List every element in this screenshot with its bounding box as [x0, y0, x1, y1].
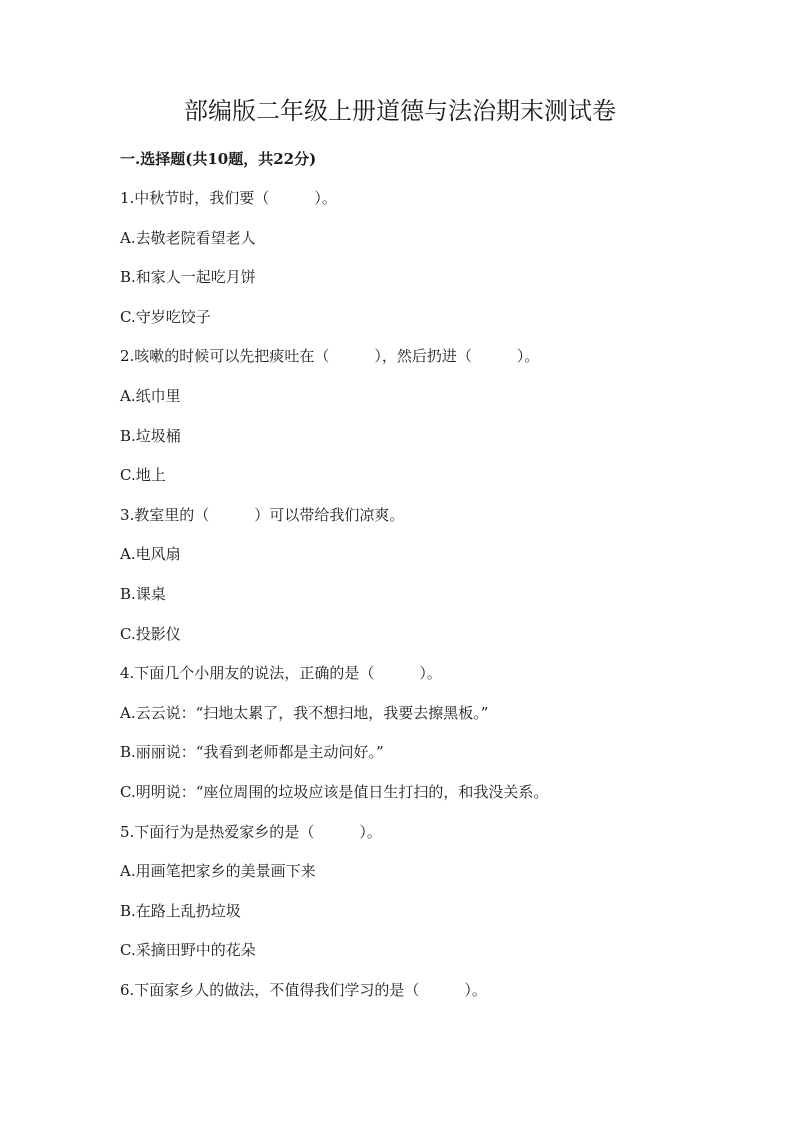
question-4-stem: 4.下面几个小朋友的说法，正确的是（ ）。	[120, 664, 442, 683]
question-2-stem: 2.咳嗽的时候可以先把痰吐在（ ），然后扔进（ ）。	[120, 347, 540, 366]
question-3-stem: 3.教室里的（ ）可以带给我们凉爽。	[120, 505, 405, 524]
question-4-option-c: C.明明说：“座位周围的垃圾应该是值日生打扫的，和我没关系。	[120, 783, 549, 801]
question-4-option-b: B.丽丽说：“我看到老师都是主动问好。”	[120, 743, 384, 762]
question-5-stem: 5.下面行为是热爱家乡的是（ ）。	[120, 822, 382, 841]
question-5-option-b: B.在路上乱扔垃圾	[120, 901, 241, 920]
page-title: 部编版二年级上册道德与法治期末测试卷	[184, 97, 616, 125]
question-5-option-c: C.采摘田野中的花朵	[120, 941, 256, 960]
question-3-option-c: C.投影仪	[120, 624, 181, 643]
question-3-option-a: A.电风扇	[120, 545, 181, 564]
question-6-stem: 6.下面家乡人的做法，不值得我们学习的是（ ）。	[120, 981, 487, 999]
question-3-option-b: B.课桌	[120, 585, 166, 603]
question-1-option-c: C.守岁吃饺子	[120, 307, 211, 326]
section-heading: 一.选择题(共10题，共22分)	[120, 150, 317, 168]
question-1-option-b: B.和家人一起吃月饼	[120, 268, 256, 287]
question-2-option-b: B.垃圾桶	[120, 426, 181, 445]
question-1-option-a: A.去敬老院看望老人	[120, 228, 256, 247]
question-2-option-a: A.纸巾里	[120, 387, 181, 405]
question-4-option-a: A.云云说：“扫地太累了，我不想扫地，我要去擦黑板。”	[120, 703, 489, 722]
question-5-option-a: A.用画笔把家乡的美景画下来	[120, 862, 316, 881]
question-2-option-c: C.地上	[120, 466, 166, 485]
question-1-stem: 1.中秋节时，我们要（ ）。	[120, 189, 337, 207]
